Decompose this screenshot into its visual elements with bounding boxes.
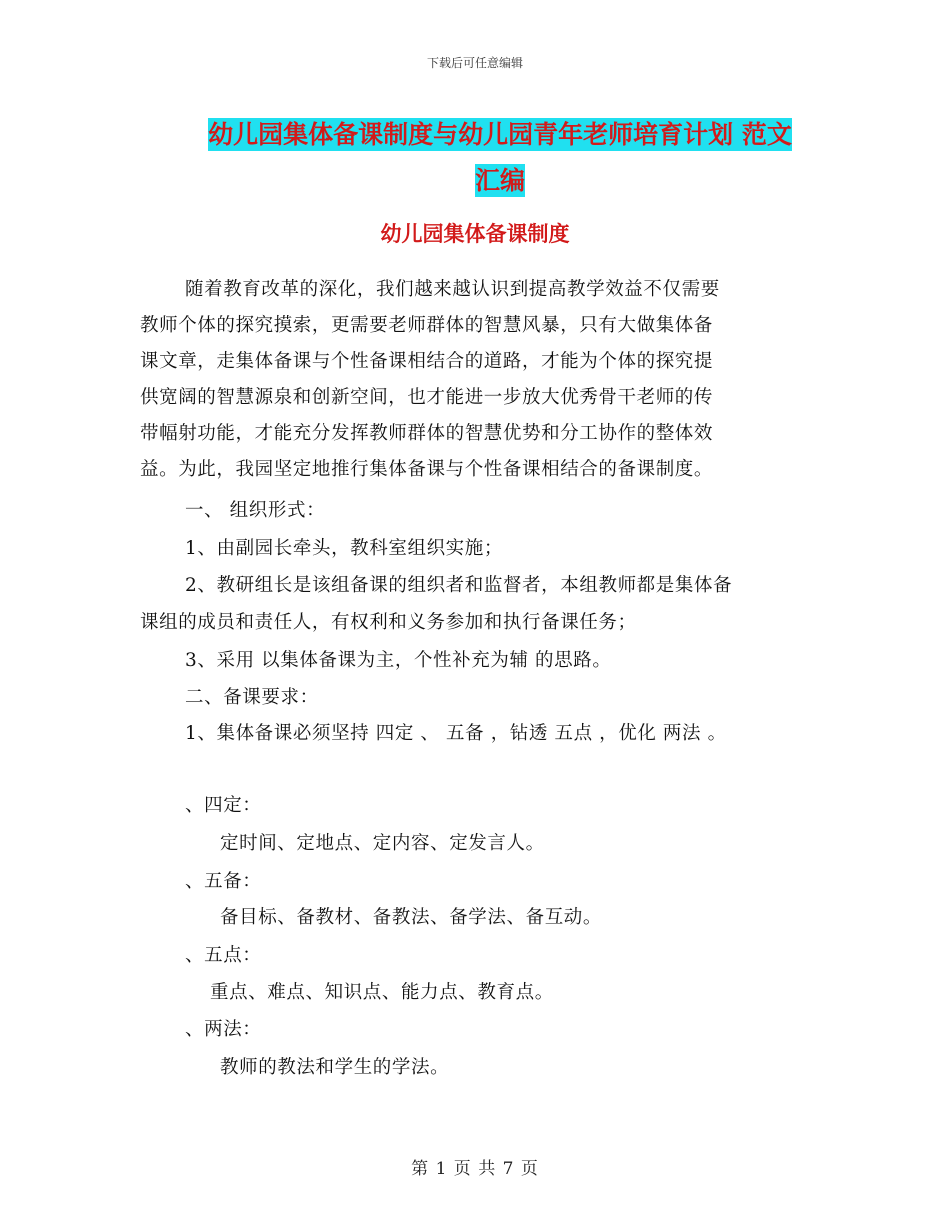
org-item-2-line-1: 2、教研组长是该组备课的组织者和监督者，本组教师都是集体备: [185, 575, 733, 596]
org-item-2-line-2: 课组的成员和责任人，有权利和义务参加和执行备课任务；: [140, 612, 637, 633]
wudian-text: 重点、难点、知识点、能力点、教育点。: [210, 982, 554, 1003]
siding-heading: 、四定：: [185, 795, 262, 816]
intro-line-6: 益。为此，我园坚定地推行集体备课与个性备课相结合的备课制度。: [140, 459, 714, 480]
wudian-heading: 、五点：: [185, 945, 262, 966]
liangfa-text: 教师的教法和学生的学法。: [220, 1057, 450, 1078]
org-item-1: 1、由副园长牵头，教科室组织实施；: [185, 538, 503, 559]
siding-text: 定时间、定地点、定内容、定发言人。: [220, 833, 545, 854]
intro-line-2: 教师个体的探究摸索，更需要老师群体的智慧风暴，只有大做集体备: [140, 315, 714, 336]
wubei-text: 备目标、备教材、备教法、备学法、备互动。: [220, 907, 603, 928]
title-line-1: 幼儿园集体备课制度与幼儿园青年老师培育计划 范文: [208, 120, 792, 149]
download-note: 下载后可任意编辑: [426, 56, 523, 70]
intro-line-5: 带幅射功能，才能充分发挥教师群体的智慧优势和分工协作的整体效: [140, 423, 714, 444]
wubei-heading: 、五备：: [185, 871, 262, 892]
intro-line-3: 课文章，走集体备课与个性备课相结合的道路，才能为个体的探究提: [140, 351, 714, 372]
org-item-3: 3、采用 以集体备课为主，个性补充为辅 的思路。: [185, 650, 612, 671]
section-title: 幼儿园集体备课制度: [380, 222, 570, 246]
title-line-2: 汇编: [474, 166, 525, 195]
req-heading: 二、备课要求：: [185, 687, 319, 708]
liangfa-heading: 、两法：: [185, 1019, 262, 1040]
page-footer: 第 1 页 共 7 页: [411, 1159, 539, 1179]
intro-line-4: 供宽阔的智慧源泉和创新空间，也才能进一步放大优秀骨干老师的传: [140, 387, 714, 408]
intro-line-1: 随着教育改革的深化，我们越来越认识到提高教学效益不仅需要: [185, 279, 720, 300]
req-item-1: 1、集体备课必须坚持 四定 、 五备 ，钻透 五点 ，优化 两法 。: [185, 723, 727, 744]
org-heading: 一、 组织形式：: [185, 500, 326, 521]
document-title: [185, 112, 815, 204]
